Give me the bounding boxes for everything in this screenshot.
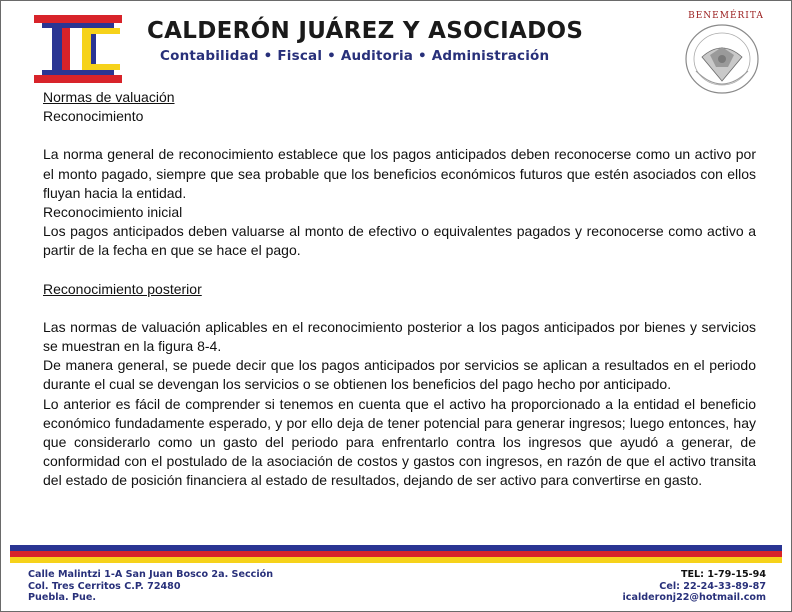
address-line-colonia: Col. Tres Cerritos C.P. 72480 bbox=[28, 580, 181, 592]
subheading-recognition: Reconocimiento bbox=[43, 108, 144, 125]
section-heading-subsequent: Reconocimiento posterior bbox=[43, 280, 202, 297]
document-body bbox=[43, 88, 756, 491]
paragraph-initial-recognition: Los pagos anticipados deben valuarse al monto de efectivo o equivalentes pagados y reconocerse como activo a partir de la fecha en que se hace el pago. bbox=[43, 223, 756, 259]
paragraph-explanation: Lo anterior es fácil de comprender si tenemos en cuenta que el activo ha proporcionado a la entidad el beneficio económico fundadamente esperado, y por ello deja de tener potencial para generar ingresos; luego entonces, hay que considerarlo como un gasto del periodo para enfrentarlo contra los ingresos que ayudó a generar, de conformidad con el postulado de la asociación de costos y gastos con ingresos, en razón de que el activo transita del estado de posición financiera al estado de resultados, dejando de ser activo para convertirse en gasto. bbox=[43, 395, 756, 489]
contact-cell: Cel: 22-24-33-89-87 bbox=[659, 580, 766, 592]
paragraph-general-manner: De manera general, se puede decir que los pagos anticipados por servicios se aplican a resultados en el periodo durante el cual se devengan los servicios o se obtienen los beneficios del pago hecho por anticipado. bbox=[43, 357, 756, 393]
paragraph-subsequent-rules: Las normas de valuación aplicables en el reconocimiento posterior a los pagos anticipados por bienes y servicios se muestran en la figura 8-4. bbox=[43, 318, 756, 355]
university-seal-icon bbox=[672, 9, 772, 99]
firm-name: CALDERÓN JUÁREZ Y ASOCIADOS bbox=[147, 18, 584, 44]
address-line-city: Puebla. Pue. bbox=[28, 592, 96, 604]
subheading-initial-recognition: Reconocimiento inicial bbox=[43, 204, 183, 221]
firm-services: Contabilidad • Fiscal • Auditoria • Administración bbox=[160, 48, 550, 64]
footer-address bbox=[28, 569, 368, 604]
address-line-street: Calle Malintzi 1-A San Juan Bosco 2a. Sección bbox=[28, 569, 274, 580]
contact-phone: TEL: 1-79-15-94 bbox=[680, 569, 766, 580]
footer-stripe-yellow bbox=[10, 557, 782, 563]
contact-email: icalderonj22@hotmail.com bbox=[622, 592, 766, 604]
footer-contact bbox=[560, 569, 766, 604]
section-heading-valuation: Normas de valuación bbox=[43, 89, 175, 105]
seal-text: BENEMÉRITA bbox=[688, 11, 764, 21]
firm-logo-icon bbox=[34, 15, 122, 83]
paragraph-general-recognition: La norma general de reconocimiento establece que los pagos anticipados deben reconocerse como un activo por el monto pagado, siempre que sea probable que los beneficios económicos futuros que estén asociados con ellos fluyan hacia la entidad. bbox=[43, 146, 756, 201]
